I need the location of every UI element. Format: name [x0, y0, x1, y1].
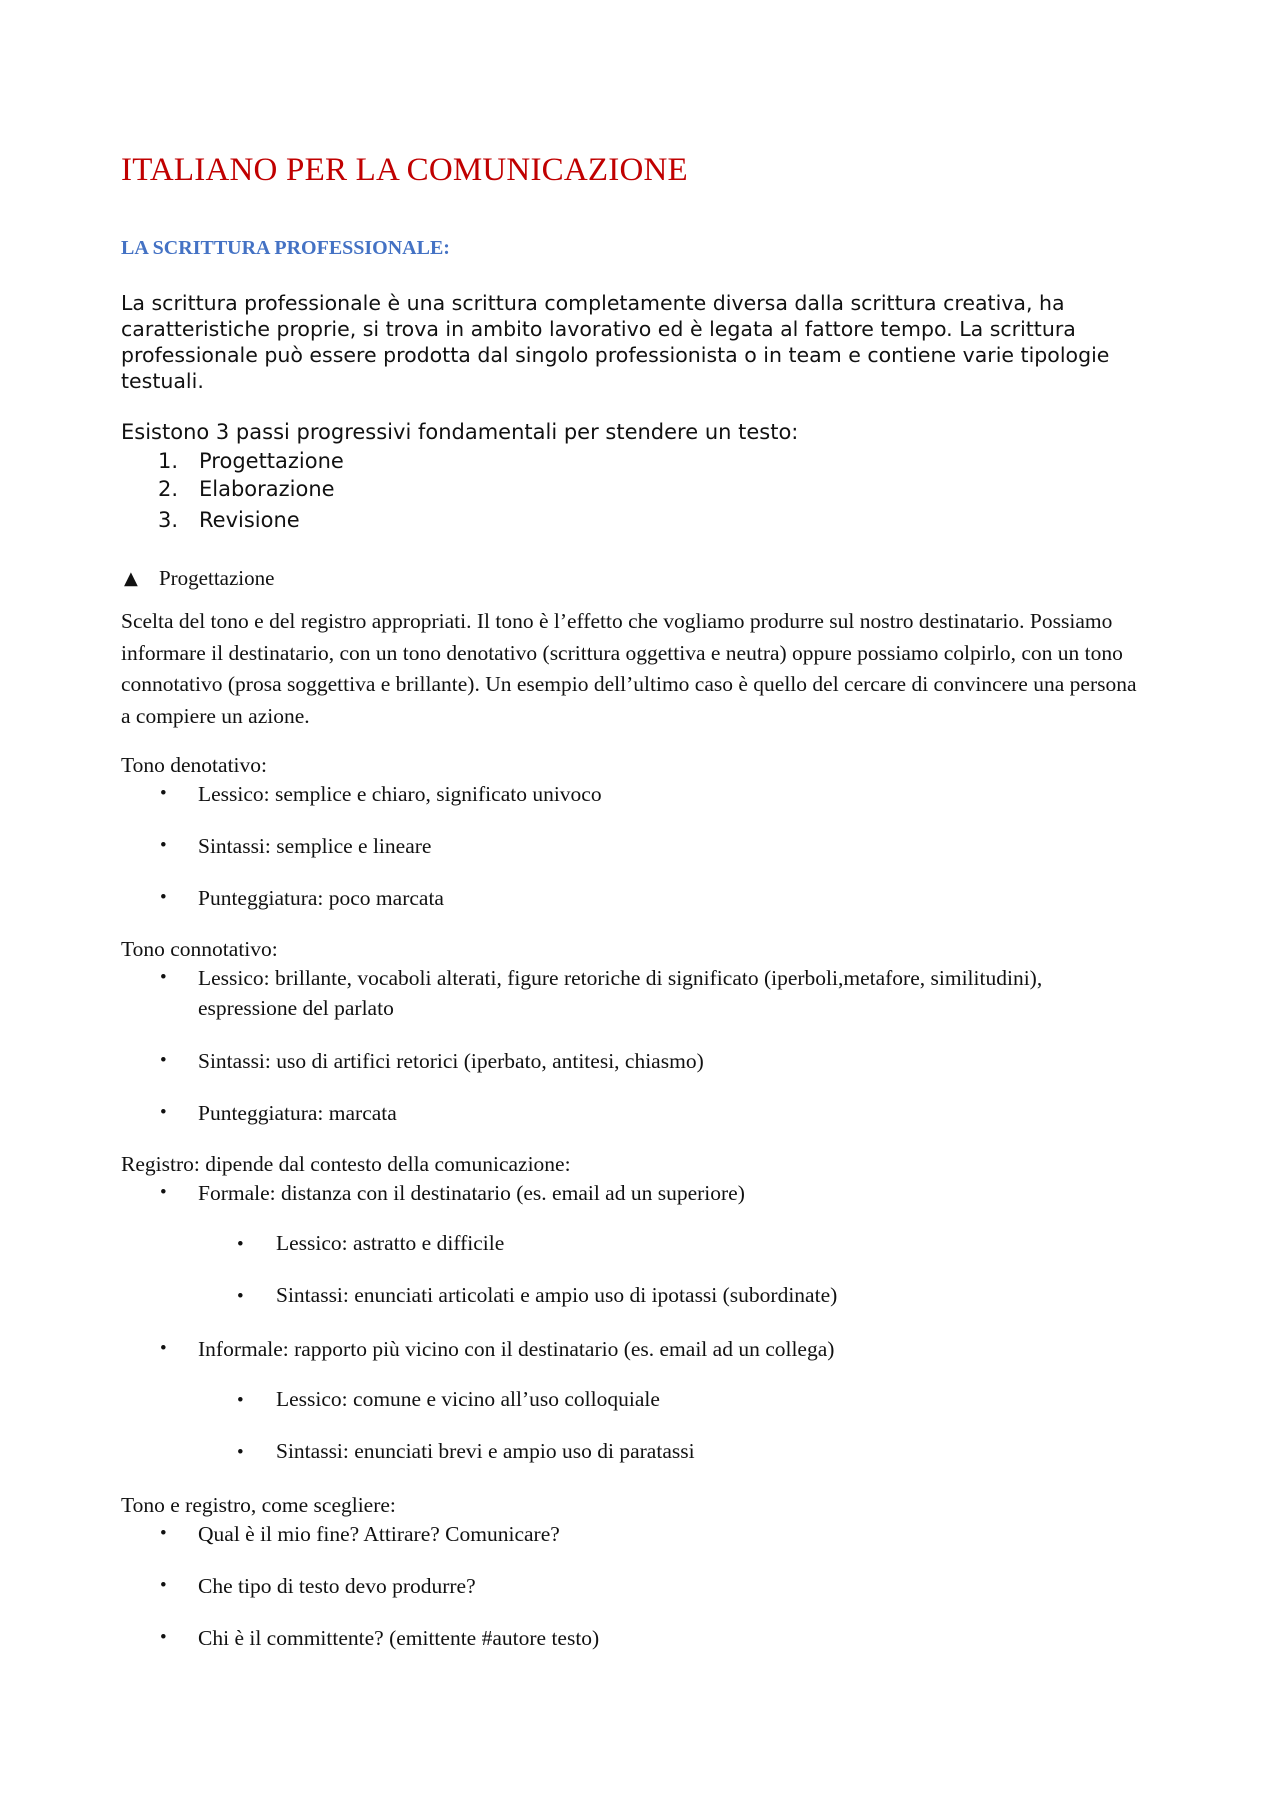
list-item-informale: Informale: rapporto più vicino con il destinatario (es. email ad un collega): [198, 1337, 835, 1361]
triangle-bullet-icon: ▲: [124, 568, 138, 589]
list-item-continuation: espressione del parlato: [198, 996, 394, 1020]
step-label: Elaborazione: [199, 477, 335, 501]
subsection-paragraph: Scelta del tono e del registro appropriati. Il tono è l’effetto che vogliamo produrre sul nostro destinatario. Possiamo informare il destinatario, con un tono denotativo (scrittura oggettiva e neutra) oppure possiamo colpirlo, con un tono connotativo (prosa soggettiva e brillante). Un esempio dell’ultimo caso è quello del cercare di convincere una persona a compiere un azione.: [121, 609, 1137, 728]
bullet-icon: •: [160, 1102, 167, 1123]
step-label: Progettazione: [199, 449, 344, 473]
bullet-icon: •: [237, 1390, 244, 1411]
list-item: Chi è il committente? (emittente #autore testo): [198, 1626, 600, 1650]
list-item: Che tipo di testo devo produrre?: [198, 1574, 476, 1598]
intro-paragraph: La scrittura professionale è una scrittura completamente diversa dalla scrittura creativa, ha caratteristiche proprie, si trova in ambito lavorativo ed è legata al fattore tempo. La scrittura professionale può essere prodotta dal singolo professionista o in team e contiene varie tipologie testuali.: [121, 291, 1110, 393]
subsection-heading: Progettazione: [159, 566, 275, 590]
list-item: Punteggiatura: poco marcata: [198, 886, 444, 910]
sub-list-item: Sintassi: enunciati brevi e ampio uso di paratassi: [276, 1439, 695, 1463]
registro-label: Registro: dipende dal contesto della comunicazione:: [121, 1152, 571, 1176]
bullet-icon: •: [237, 1234, 244, 1255]
bullet-icon: •: [237, 1442, 244, 1463]
bullet-icon: •: [160, 1523, 167, 1544]
tono-denotativo-label: Tono denotativo:: [121, 753, 267, 777]
list-item: Sintassi: uso di artifici retorici (iperbato, antitesi, chiasmo): [198, 1049, 704, 1073]
list-item: Lessico: brillante, vocaboli alterati, figure retoriche di significato (iperboli,metafore, similitudini),: [198, 966, 1043, 990]
step-label: Revisione: [199, 508, 300, 532]
list-item: Qual è il mio fine? Attirare? Comunicare?: [198, 1522, 560, 1546]
scelta-label: Tono e registro, come scegliere:: [121, 1493, 396, 1517]
step-number: 2.: [158, 477, 179, 501]
bullet-icon: •: [160, 1627, 167, 1648]
bullet-icon: •: [160, 1338, 167, 1359]
section-heading: LA SCRITTURA PROFESSIONALE:: [121, 237, 450, 259]
bullet-icon: •: [237, 1286, 244, 1307]
steps-intro: Esistono 3 passi progressivi fondamentali per stendere un testo:: [121, 420, 799, 444]
sub-list-item: Lessico: comune e vicino all’uso colloquiale: [276, 1387, 660, 1411]
bullet-icon: •: [160, 887, 167, 908]
step-number: 1.: [158, 449, 179, 473]
tono-connotativo-label: Tono connotativo:: [121, 937, 278, 961]
list-item: Sintassi: semplice e lineare: [198, 834, 432, 858]
sub-list-item: Sintassi: enunciati articolati e ampio uso di ipotassi (subordinate): [276, 1283, 838, 1307]
bullet-icon: •: [160, 835, 167, 856]
list-item: Punteggiatura: marcata: [198, 1101, 397, 1125]
bullet-icon: •: [160, 783, 167, 804]
page-title: ITALIANO PER LA COMUNICAZIONE: [121, 152, 688, 188]
sub-list-item: Lessico: astratto e difficile: [276, 1231, 505, 1255]
list-item-formale: Formale: distanza con il destinatario (es. email ad un superiore): [198, 1181, 745, 1205]
bullet-icon: •: [160, 1575, 167, 1596]
bullet-icon: •: [160, 1182, 167, 1203]
list-item: Lessico: semplice e chiaro, significato univoco: [198, 782, 602, 806]
bullet-icon: •: [160, 967, 167, 988]
step-number: 3.: [158, 508, 179, 532]
bullet-icon: •: [160, 1050, 167, 1071]
